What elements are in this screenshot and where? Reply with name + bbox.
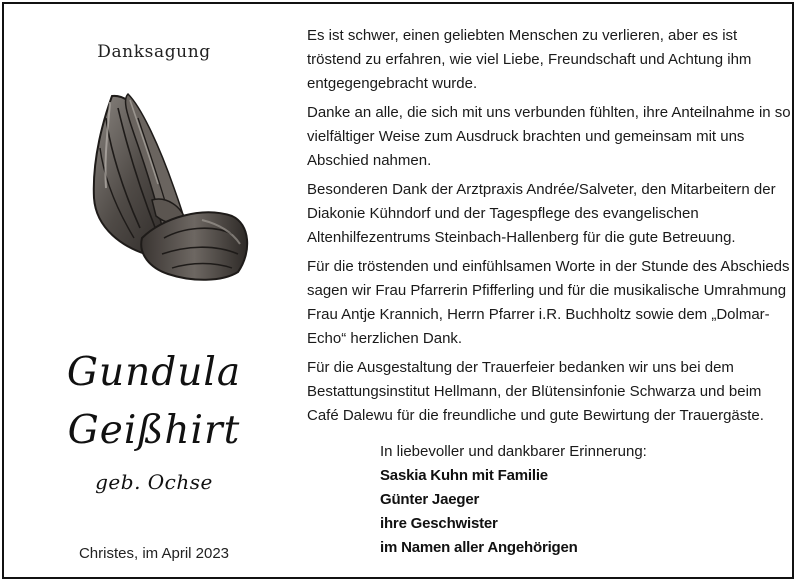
- signer-line: Saskia Kuhn mit Familie: [380, 467, 548, 484]
- deceased-maiden-name: geb. Ochse: [95, 470, 213, 494]
- deceased-first-name: Gundula: [66, 350, 242, 395]
- deceased-last-name: Geißhirt: [67, 408, 241, 453]
- closing-block: [380, 440, 790, 560]
- signer-line: Günter Jaeger: [380, 491, 480, 508]
- signer-line: ihre Geschwister: [380, 515, 498, 532]
- praying-hands-icon: [82, 88, 252, 284]
- place-and-date: Christes, im April 2023: [78, 545, 230, 562]
- signer-line: im Namen aller Angehörigen: [380, 539, 578, 556]
- thanks-paragraph: Es ist schwer, einen geliebten Menschen zu verlieren, aber es ist tröstend zu erfahren, wie viel Liebe, Freundschaft und Achtung ihm entgegengebracht wurde.: [307, 27, 752, 92]
- thanks-paragraph: Danke an alle, die sich mit uns verbunden fühlten, ihre Anteilnahme in so vielfältiger Weise zum Ausdruck brachten und gemeinsam mit uns Abschied nahmen.: [307, 104, 791, 169]
- obituary-card: [2, 2, 794, 579]
- left-column: [4, 4, 304, 577]
- closing-intro: In liebevoller und dankbarer Erinnerung:: [380, 443, 647, 460]
- thanks-paragraph: Besonderen Dank der Arztpraxis Andrée/Salveter, den Mitarbeitern der Diakonie Kühndorf und der Tagespflege des evangelischen Altenhilfezentrums Steinbach-Hallenberg für die gute Betreuung.: [307, 181, 776, 246]
- thanks-text: [307, 24, 791, 433]
- notice-heading: Danksagung: [97, 42, 211, 62]
- thanks-paragraph: Für die tröstenden und einfühlsamen Worte in der Stunde des Abschieds sagen wir Frau Pfarrerin Pfifferling und für die musikalische Umrahmung Frau Antje Krannich, Herrn Pfarrer i.R. Buchholtz sowie dem „Dolmar-Echo“ herzlichen Dank.: [307, 258, 790, 347]
- thanks-paragraph: Für die Ausgestaltung der Trauerfeier bedanken wir uns bei dem Bestattungsinstitut Hellmann, der Blütensinfonie Schwarza und beim Café Dalewu für die freundliche und gute Bewirtung der Trauergäste.: [307, 359, 764, 424]
